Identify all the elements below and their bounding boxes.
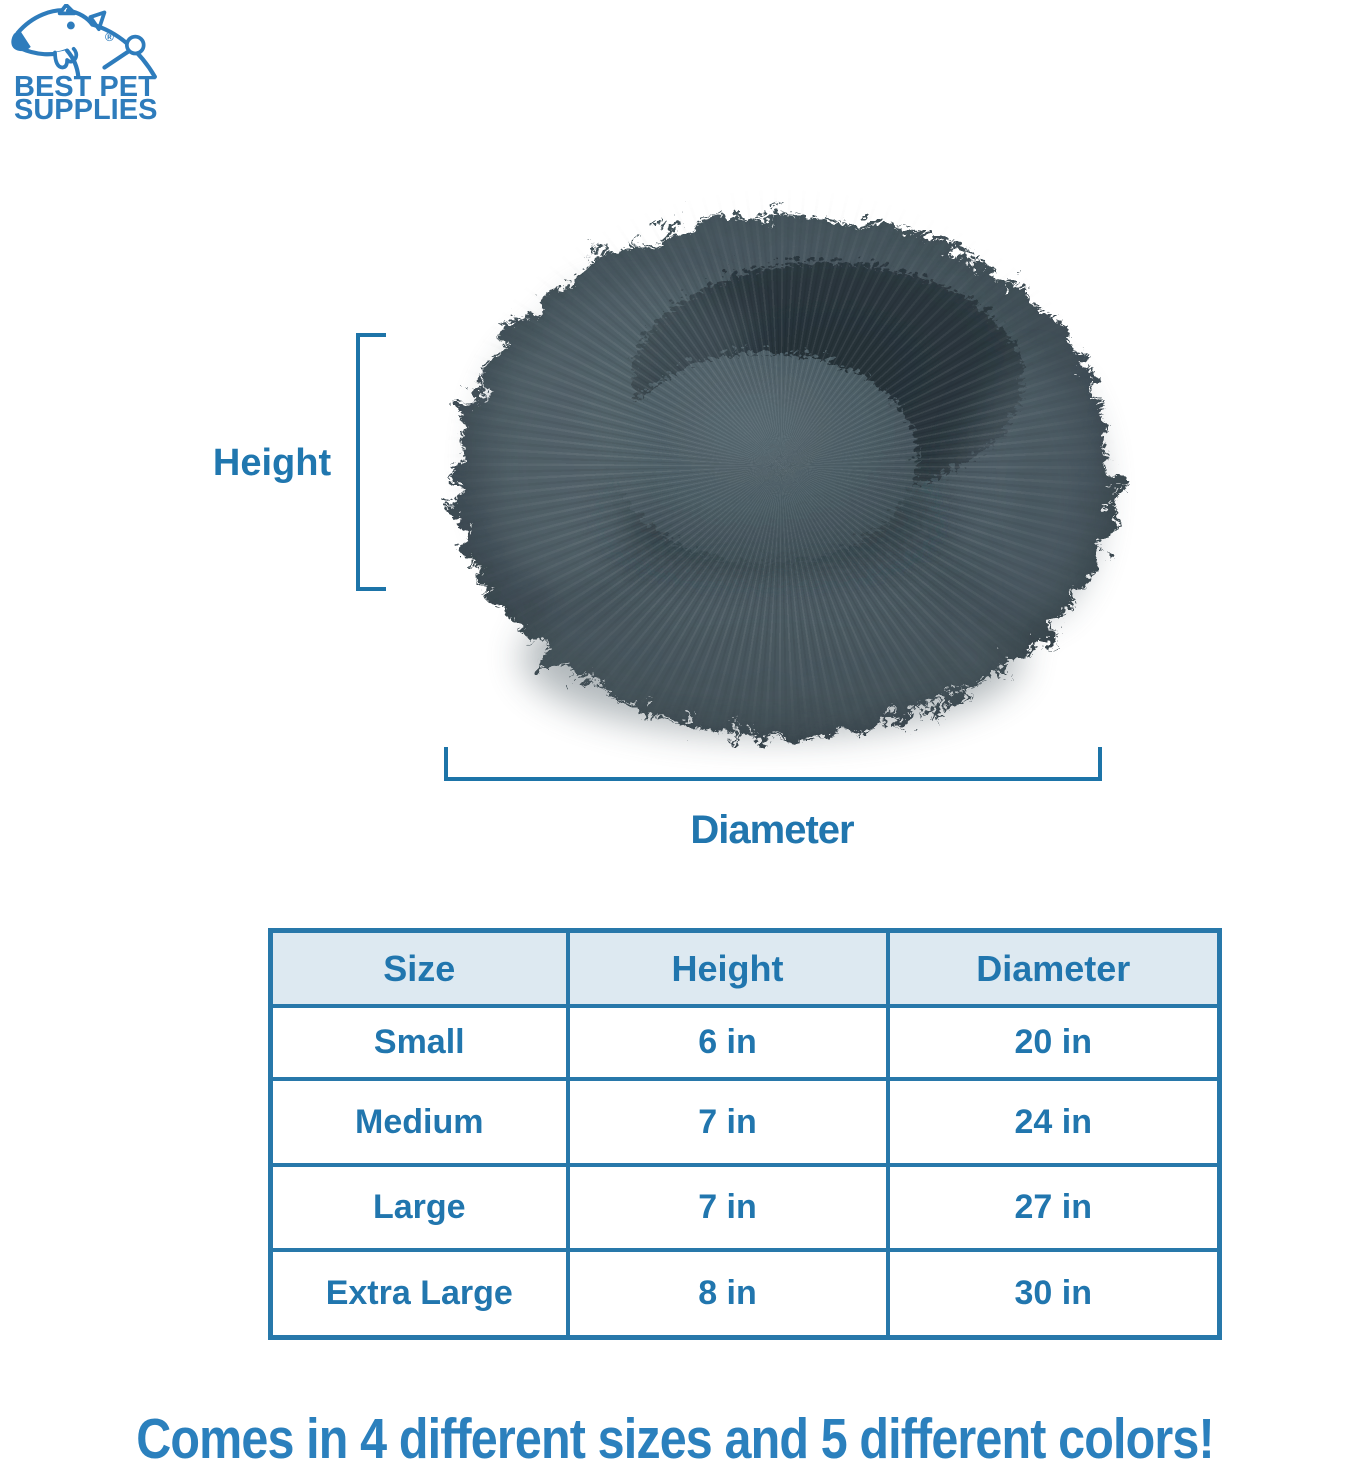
brand-name-line2: SUPPLIES xyxy=(14,94,158,126)
cell-diameter: 24 in xyxy=(888,1079,1220,1165)
cell-height: 6 in xyxy=(568,1006,888,1079)
cell-height: 7 in xyxy=(568,1165,888,1250)
brand-name xyxy=(14,71,158,126)
table-header-row xyxy=(271,931,1220,1007)
cell-size: Large xyxy=(271,1165,568,1250)
table-row-small xyxy=(271,1006,1220,1079)
table-row-extra-large xyxy=(271,1250,1220,1338)
cell-diameter: 27 in xyxy=(888,1165,1220,1250)
brand-logo xyxy=(8,4,178,144)
cell-diameter: 30 in xyxy=(888,1250,1220,1338)
col-header-size: Size xyxy=(271,931,568,1007)
size-chart-table xyxy=(268,928,1222,1340)
cell-height: 7 in xyxy=(568,1079,888,1165)
diameter-label: Diameter xyxy=(690,808,854,852)
cell-size: Medium xyxy=(271,1079,568,1165)
diameter-measure-bracket xyxy=(444,747,1102,781)
table-row-large xyxy=(271,1165,1220,1250)
cell-diameter: 20 in xyxy=(888,1006,1220,1079)
cell-size: Extra Large xyxy=(271,1250,568,1338)
col-header-diameter: Diameter xyxy=(888,931,1220,1007)
registered-trademark: ® xyxy=(105,30,114,44)
table-row-medium xyxy=(271,1079,1220,1165)
col-header-height: Height xyxy=(568,931,888,1007)
cell-size: Small xyxy=(271,1006,568,1079)
pet-bed-illustration xyxy=(412,162,1150,770)
pet-bed-image xyxy=(412,162,1150,770)
tagline: Comes in 4 different sizes and 5 different colors! xyxy=(136,1407,1214,1471)
height-label: Height xyxy=(212,442,332,484)
cell-height: 8 in xyxy=(568,1250,888,1338)
height-measure-bracket xyxy=(356,333,386,591)
brand-name-line1: BEST PET xyxy=(14,71,156,103)
